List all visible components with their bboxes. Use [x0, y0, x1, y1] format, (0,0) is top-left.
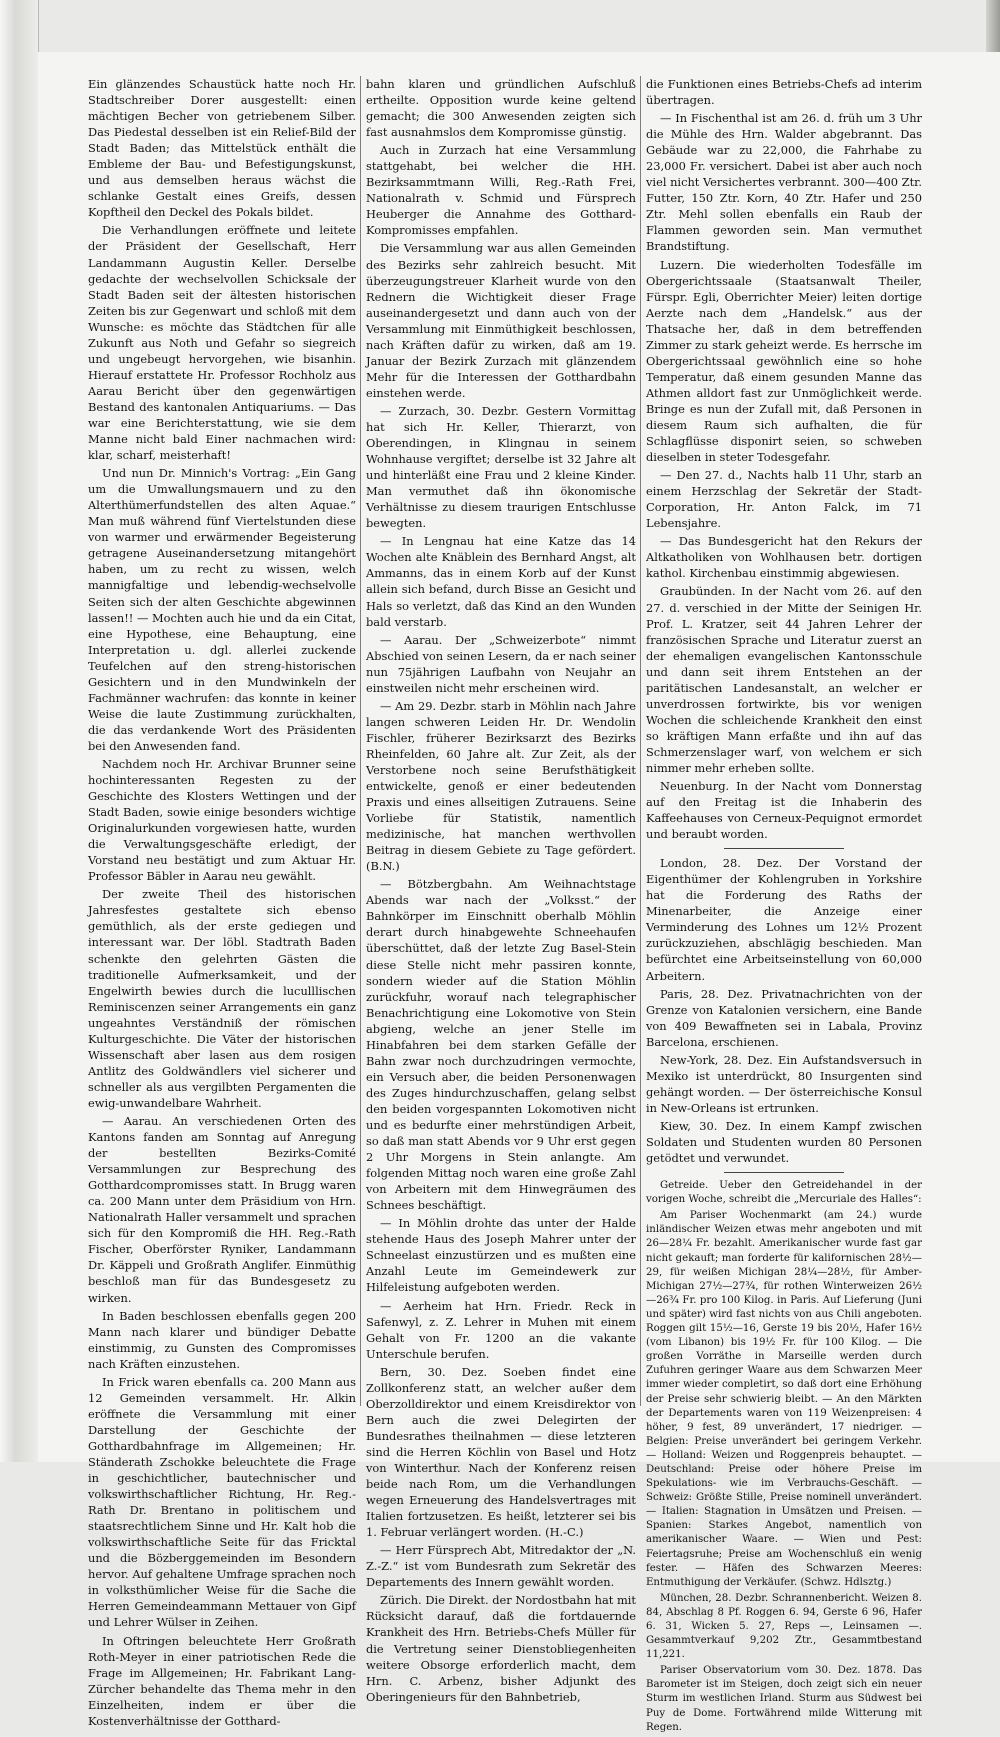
section-separator	[724, 1172, 844, 1173]
paragraph: — Das Bundesgericht hat den Rekurs der Altkatholiken von Wohlhausen betr. dortigen kathol. Kirchenbau einstimmig abgewiesen.	[646, 534, 922, 581]
paragraph: In Baden beschlossen ebenfalls gegen 200 Mann nach klarer und bündiger Debatte einstimmig, zu Gunsten des Compromisses nach Kräften einzustehen.	[88, 1308, 356, 1371]
paragraph: Paris, 28. Dez. Privatnachrichten von der Grenze von Katalonien versichern, eine Bande von 409 Bewaffneten sei in Labala, Provinz Barcelona, erschienen.	[646, 986, 922, 1049]
paragraph: — Bötzbergbahn. Am Weihnachtstage Abends war nach der „Volksst.“ der Bahnkörper im Einschnitt oberhalb Möhlin derart durch hinabgewehte Schneehaufen überschüttet, daß der letzte Zug Basel-Stein diese Stelle nicht mehr passiren konnte, sondern wieder auf die Station Möhlin zurückfuhr, worauf nach telegraphischer Benachrichtigung eine Lokomotive von Stein abgieng, welche an jener Stelle im Hinabfahren bei dem starken Gefälle der Bahn zwar noch durchzudringen vermochte, ein Versuch aber, die beiden Personenwagen des Zuges hindurchzuschaffen, gelang selbst den beiden vorgespannten Lokomotiven nicht und es bedurfte einer mehrstündigen Arbeit, so daß man statt Abends vor 9 Uhr erst gegen 2 Uhr Morgens in Stein anlangte. Am folgenden Mittag noch waren eine große Zahl von Arbeitern mit dem Hinwegräumen des Schnees beschäftigt.	[366, 877, 636, 1213]
paragraph: Die Versammlung war aus allen Gemeinden des Bezirks sehr zahlreich besucht. Mit überzeugungstreuer Klarheit wurde von den Rednern die Wichtigkeit dieser Frage auseinandergesetzt und dann auch von der Versammlung mit Einmüthigkeit beschlossen, nach Kräften dafür zu wirken, daß am 19. Januar der Bezirk Zurzach mit glänzendem Mehr für die Interessen der Gotthardbahn einstehen werde.	[366, 241, 636, 400]
paragraph: Neuenburg. In der Nacht vom Donnerstag auf den Freitag ist die Inhaberin des Kaffeehauses von Cerneux-Pequignot ermordet und beraubt worden.	[646, 779, 922, 842]
paragraph: Die Verhandlungen eröffnete und leitete der Präsident der Gesellschaft, Herr Landammann Augustin Keller. Derselbe gedachte der wechselvollen Schicksale der Stadt Baden seit der ältesten historischen Zeiten bis zur Gegenwart und schloß mit dem Wunsche: es möchte das Städtchen für alle Zukunft aus Noth und Gefahr so siegreich und ungebeugt hervorgehen, wie bisanhin. Hierauf erstattete Hr. Professor Rochholz aus Aarau Bericht über den gegenwärtigen Bestand des kantonalen Antiquariums. — Das war eine Berichterstattung, wie sie dem Manne nicht bald Einer nachmachen wird: klar, scharf, meisterhaft!	[88, 223, 356, 463]
paragraph: Graubünden. In der Nacht vom 26. auf den 27. d. verschied in der Mitte der Seinigen Hr. Prof. L. Kratzer, seit 44 Jahren Lehrer der französischen Sprache und Literatur zuerst an der ehemaligen evangelischen Kantonsschule und dann seit ihrem Entstehen an der paritätischen Landesanstalt, an welcher er unverdrossen fortwirkte, bis vor wenigen Wochen die schleichende Krankheit den einst so kräftigen Mann erfaßte und ihn auf das Schmerzenslager warf, von welchem er sich nimmer mehr erheben sollte.	[646, 584, 922, 775]
column-3	[646, 76, 922, 1737]
paragraph: In Frick waren ebenfalls ca. 200 Mann aus 12 Gemeinden versammelt. Hr. Alkin eröffnete die Versammlung mit einer Darstellung der Geschichte der Gotthardbahnfrage im Allgemeinen; Hr. Ständerath Zschokke beleuchtete die Frage in geschichtlicher, bautechnischer und volkswirthschaftlicher Richtung, Hr. Reg.-Rath Dr. Brentano in politischem und staatsrechtlichem Sinne und Hr. Kalt hob die volkswirthschaftliche Seite für das Fricktal und die Bözberggemeinden im Besondern hervor. Auf gehaltene Umfrage sprachen noch in volksthümlicher Weise für die Sache die Herren Gemeindeammann Mettauer von Gipf und Lehrer Wülser in Zeihen.	[88, 1374, 356, 1630]
paragraph: Ein glänzendes Schaustück hatte noch Hr. Stadtschreiber Dorer ausgestellt: einen mächtigen Becher von getriebenem Silber. Das Piedestal desselben ist ein Relief-Bild der Stadt Baden; das Mittelstück enthält die Embleme der Bau- und Befestigungskunst, und aus demselben heraus wächst die schlanke Gestalt eines Greifs, dessen Kopftheil den Deckel des Pokals bildet.	[88, 77, 356, 220]
paragraph: — In Lengnau hat eine Katze das 14 Wochen alte Knäblein des Bernhard Angst, alt Ammanns, das in einem Korb auf der Kunst allein sich befand, durch Bisse an Gesicht und Hals so verletzt, daß das Kind an den Wunden bald verstarb.	[366, 534, 636, 629]
paragraph: In Oftringen beleuchtete Herr Großrath Roth-Meyer in einer patriotischen Rede die Frage im Allgemeinen; Hr. Fabrikant Lang-Zürcher behandelte das Thema mehr in den Einzelheiten, indem er über die Kostenverhältnisse der Gotthard-	[88, 1633, 356, 1728]
paragraph: New-York, 28. Dez. Ein Aufstandsversuch in Mexiko ist unterdrückt, 80 Insurgenten sind gehängt worden. — Der österreichische Konsul in New-Orleans ist ertrunken.	[646, 1052, 922, 1115]
paragraph: Und nun Dr. Minnich's Vortrag: „Ein Gang um die Umwallungsmauern und zu den Alterthümerfundstellen des alten Aquae.“ Man muß während fünf Viertelstunden diese von warmer und erwärmender Begeisterung getragene Auseinandersetzung mitangehört haben, um zu recht zu wissen, welch mannigfaltige und lebendig-wechselvolle Seiten sich der alten Geschichte abgewinnen lassen!! — Mochten auch hie und da ein Citat, eine Hypothese, eine Behauptung, eine Interpretation u. dgl. allerlei zuckende Teufelchen auf den streng-historischen Gesichtern und in den Mundwinkeln der Fachmänner wachrufen: das konnte in keiner Weise die laute Zustimmung zurückhalten, die das verdankende Wort des Präsidenten bei den Anwesenden fand.	[88, 466, 356, 753]
paragraph: Bern, 30. Dez. Soeben findet eine Zollkonferenz statt, an welcher außer dem Oberzolldirektor und einem Kreisdirektor von Bern auch die zwei Delegirten der Bundesrathes theilnahmen — diese letzteren sind die Herren Köchlin von Basel und Hotz von Winterthur. Nach der Konferenz reisen beide nach Rom, um die Verhandlungen wegen Erneuerung des Handelsvertrages mit Italien fortzusetzen. Es heißt, letzterer sei bis 1. Februar verlängert worden. (H.-C.)	[366, 1364, 636, 1540]
paragraph: — In Möhlin drohte das unter der Halde stehende Haus des Joseph Mahrer unter der Schneelast einzustürzen und es mußten eine Anzahl Leute im Gemeindewerk zur Hilfeleistung aufgeboten werden.	[366, 1216, 636, 1295]
newspaper-page	[38, 52, 1000, 1733]
paragraph: Der zweite Theil des historischen Jahresfestes gestaltete sich ebenso gemüthlich, als der erste gediegen und interessant war. Der löbl. Stadtrath Baden schenkte den gelehrten Gästen die traditionelle Aufmerksamkeit, und der Engelwirth bewies durch die luculllischen Reminiscenzen seiner Arrangements ein ganz ungeahntes Verständniß der römischen Kulturgeschichte. Die Väter der historischen Wissenschaft aber lasen aus dem rosigen Antlitz des Goldwändlers viel sicherer und schneller als aus vergilbten Pergamenten die ewig-unwandelbare Wahrheit.	[88, 887, 356, 1110]
paragraph: — Zurzach, 30. Dezbr. Gestern Vormittag hat sich Hr. Keller, Thierarzt, von Oberendingen, in Klingnau in seinem Wohnhause vergiftet; derselbe ist 32 Jahre alt und hinterläßt eine Frau und 2 kleine Kinder. Man vermuthet daß ihn ökonomische Verhältnisse zu diesem traurigen Entschlusse bewegten.	[366, 403, 636, 531]
column-rule-2	[640, 76, 641, 1406]
paragraph: Kiew, 30. Dez. In einem Kampf zwischen Soldaten und Studenten wurden 80 Personen getödtet und verwundet.	[646, 1118, 922, 1166]
paragraph: — Herr Fürsprech Abt, Mitredaktor der „N. Z.-Z.“ ist vom Bundesrath zum Sekretär des Departements des Innern gewählt worden.	[366, 1543, 636, 1590]
paragraph: die Funktionen eines Betriebs-Chefs ad interim übertragen.	[646, 77, 922, 108]
paragraph: London, 28. Dez. Der Vorstand der Eigenthümer der Kohlengruben in Yorkshire hat die Forderung des Raths der Minenarbeiter, die Anzeige einer Verminderung des Lohnes um 12½ Prozent zurückzuziehen, abschlägig beschieden. Man befürchtet eine Arbeitseinstellung von 60,000 Arbeitern.	[646, 856, 922, 983]
paragraph: — Den 27. d., Nachts halb 11 Uhr, starb an einem Herzschlag der Sekretär der Stadt-Corporation, Hr. Anton Falck, im 71 Lebensjahre.	[646, 468, 922, 531]
section-separator	[724, 848, 844, 849]
market-heading: Getreide. Ueber den Getreidehandel in der vorigen Woche, schreibt die „Mercuriale des Halles“:	[646, 1180, 922, 1206]
paragraph: — Aarau. An verschiedenen Orten des Kantons fanden am Sonntag auf Anregung der bestellten Bezirks-Comité Versammlungen zur Besprechung des Gotthardcompromisses statt. In Brugg waren ca. 200 Mann unter dem Präsidium von Hrn. Nationalrath Haller versammelt und sprachen sich für den Kompromiß die HH. Reg.-Rath Fischer, Oberförster Ryniker, Landammann Dr. Käppeli und Großrath Anglifer. Einmüthig beschloß man für das Bundesgesetz zu wirken.	[88, 1114, 356, 1305]
paragraph: Zürich. Die Direkt. der Nordostbahn hat mit Rücksicht darauf, daß die fortdauernde Krankheit des Hrn. Betriebs-Chefs Müller für die Vertretung seiner Dienstobliegenheiten weitere Obsorge erforderlich macht, dem Hrn. C. Arbenz, bisher Adjunkt des Oberingenieurs für den Bahnbetrieb,	[366, 1593, 636, 1704]
paragraph: Luzern. Die wiederholten Todesfälle im Obergerichtssaale (Staatsanwalt Theiler, Fürspr. Egli, Oberrichter Meier) leiten dortige Aerzte nach dem „Handelsk.“ aus der Thatsache her, daß in dem betreffenden Zimmer zu stark geheizt werde. Es herrsche im Obergerichtssaal gewöhnlich eine so hohe Temperatur, daß einem gesunden Manne das Athmen alldort fast zur Unmöglichkeit werde. Bringe es nun der Zufall mit, daß Personen in diesem Raum sich aufhalten, die für Schlagflüsse disponirt seien, so schweben dieselben in steter Todesgefahr.	[646, 257, 922, 465]
munich-report: München, 28. Dezbr. Schrannenbericht. Weizen 8. 84, Abschlag 8 Pf. Roggen 6. 94, Gerste 6 96, Hafer 6. 31, Wicken 5. 27, Reps —, Leinsamen —. Gesammtverkauf 9,202 Ztr., Gesammtbestand 11,221.	[646, 1592, 922, 1661]
market-report: Am Pariser Wochenmarkt (am 24.) wurde inländischer Weizen etwas mehr angeboten und mit 26—28¼ Fr. bezahlt. Amerikanischer wurde fast gar nicht gekauft; man forderte für kalifornischen 28½—29, für weißen Michigan 28¼—28½, für Amber-Michigan 27½—27¾, für rothen Winterweizen 26½—26¾ Fr. pro 100 Kilog. in Paris. Auf Lieferung (Juni und später) wird fast nichts von aus Chili angeboten. Roggen gilt 15½—16, Gerste 19 bis 20½, Hafer 16½ (vom Libanon) bis 19½ Fr. für 100 Kilog. — Die großen Vorräthe in Marseille werden durch Zufuhren geringer Waare aus dem Schwarzen Meer immer wieder completirt, so daß dort eine Erhöhung der Preise sehr schwierig bleibt. — An den Märkten der Departements waren von 119 Weizenpreisen: 4 höher, 9 fest, 89 unverändert, 17 niedriger. — Belgien: Preise unverändert bei geringem Verkehr. — Holland: Weizen und Roggenpreis behauptet. — Deutschland: Preise oder höhere Preise im Spekulations- wie im Verbrauchs-Geschäft. — Schweiz: Größte Stille, Preise nominell unverändert. — Italien: Stagnation in Umsätzen und Preisen. — Spanien: Starkes Angebot, namentlich von amerikanischer Waare. — Wien und Pest: Feiertagsruhe; Preise am Wochenschluß ein wenig fester. — Häfen des Schwarzen Meeres: Entmuthigung der Verkäufer. (Schwz. Hdlsztg.)	[646, 1210, 922, 1588]
paragraph: bahn klaren und gründlichen Aufschluß ertheilte. Opposition wurde keine geltend gemacht; die 300 Anwesenden zeigten sich fast ausnahmslos dem Kompromisse günstig.	[366, 77, 636, 140]
observatory-report: Pariser Observatorium vom 30. Dez. 1878. Das Barometer ist im Steigen, doch zeigt sich ein neuer Sturm im westlichen Irland. Sturm aus Südwest bei Puy de Dome. Fortwährend milde Witterung mit Regen.	[646, 1665, 922, 1733]
paragraph: Auch in Zurzach hat eine Versammlung stattgehabt, bei welcher die HH. Bezirksammtmann Willi, Reg.-Rath Frei, Nationalrath v. Schmid und Fürsprech Heuberger die Annahme des Gotthard-Kompromisses empfahlen.	[366, 143, 636, 238]
column-1	[88, 76, 356, 1731]
paragraph: — In Fischenthal ist am 26. d. früh um 3 Uhr die Mühle des Hrn. Walder abgebrannt. Das Gebäude war zu 22,000, die Fahrhabe zu 23,000 Fr. versichert. Dabei ist aber auch noch viel nicht Versichertes verbrannt. 300—400 Ztr. Futter, 150 Ztr. Korn, 40 Ztr. Hafer und 250 Ztr. Mehl sollen ebenfalls ein Raub der Flammen geworden sein. Man vermuthet Brandstiftung.	[646, 111, 922, 254]
column-rule-1	[360, 76, 361, 1406]
paragraph: — Am 29. Dezbr. starb in Möhlin nach Jahre langen schweren Leiden Hr. Dr. Wendolin Fischler, früherer Bezirksarzt des Bezirks Rheinfelden, 60 Jahre alt. Zur Zeit, als der Verstorbene noch seine Berufsthätigkeit entwickelte, genoß er einer bedeutenden Praxis und eines allseitigen Zutrauens. Seine Vorliebe für Statistik, namentlich medizinische, hat manchen werthvollen Beitrag in diesem Gebiete zu Tage gefördert. (B.N.)	[366, 698, 636, 874]
paragraph: — Aarau. Der „Schweizerbote“ nimmt Abschied von seinen Lesern, da er nach seiner nun 75jährigen Laufbahn von Neujahr an einstweilen nicht mehr erscheinen wird.	[366, 632, 636, 695]
paragraph: — Aerheim hat Hrn. Friedr. Reck in Safenwyl, z. Z. Lehrer in Muhen mit einem Gehalt von Fr. 1200 an die vakante Unterschule berufen.	[366, 1298, 636, 1361]
paragraph: Nachdem noch Hr. Archivar Brunner seine hochinteressanten Regesten zu der Geschichte des Klosters Wettingen und der Stadt Baden, sowie einige besonders wichtige Originalurkunden vorgewiesen hatte, wurden die Verwaltungsgeschäfte erledigt, der Vorstand neu bestätigt und zum Aktuar Hr. Professor Bäbler in Aarau neu gewählt.	[88, 756, 356, 884]
page-left-margin	[0, 0, 39, 1462]
column-2	[366, 76, 636, 1707]
